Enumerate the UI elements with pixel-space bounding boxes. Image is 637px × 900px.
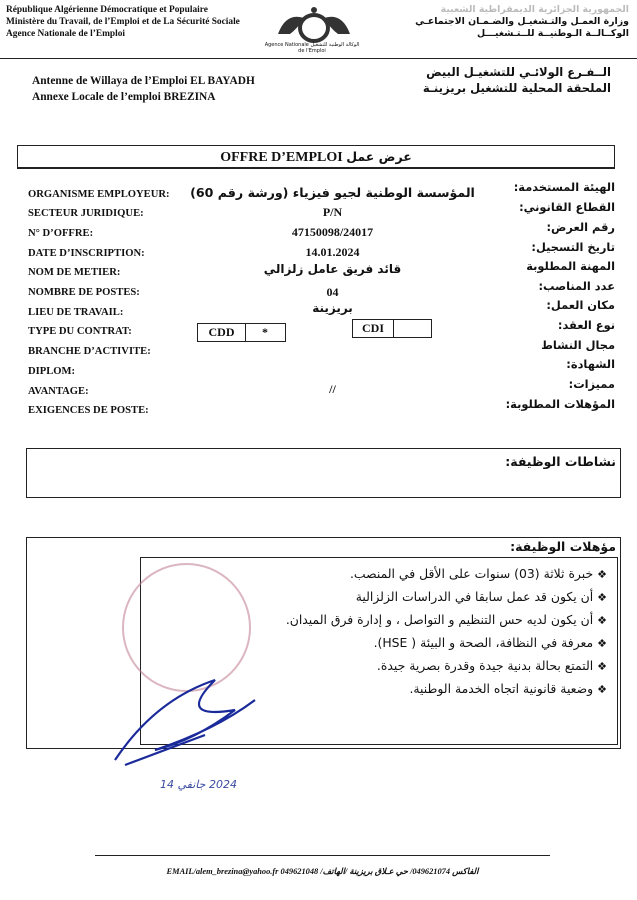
office-right-line: الــفـرع الولائـي للتشغيـل البيض (426, 65, 611, 79)
cdd-label-box: CDD (197, 323, 246, 342)
activities-box (26, 448, 621, 498)
value-metier: قائد فريق عامل زلزالي (263, 262, 402, 276)
qualifications-heading: مؤهلات الوظيفة: (510, 539, 616, 554)
label-avantage: AVANTAGE: (28, 386, 89, 397)
header-left-line: République Algérienne Démocratique et Populaire (6, 5, 208, 15)
signature-date: 2024 جانفي 14 (160, 778, 237, 791)
label-organisme: ORGANISME EMPLOYEUR: (28, 189, 170, 200)
value-offre: 47150098/24017 (291, 225, 374, 239)
header-right-line: الجمهورية الجزائرية الديمقراطية الشعبية (440, 4, 629, 15)
office-right-line: الملحقة المحلية للتشغيل بريزينـة (422, 81, 611, 95)
header-divider (0, 58, 637, 59)
qualification-item (350, 565, 607, 584)
label-date: DATE D’INSCRIPTION: (28, 248, 145, 259)
title-ar: عرض عمل (346, 149, 412, 164)
qualification-text: وضعية قانونية اتجاه الخدمة الوطنية. (409, 681, 594, 696)
header-left-line: Agence Nationale de l’Emploi (6, 29, 126, 39)
label-offre-ar: رقم العرض: (546, 220, 615, 234)
value-secteur: P/N (322, 205, 343, 219)
label-lieu: LIEU DE TRAVAIL: (28, 307, 124, 318)
qualification-item (286, 611, 607, 630)
label-diplom: DIPLOM: (28, 366, 76, 377)
footer-divider (95, 855, 550, 856)
label-diplom-ar: الشهادة: (566, 357, 615, 371)
value-lieu: بريزينة (312, 301, 353, 315)
label-metier-ar: المهنة المطلوبة (526, 259, 615, 273)
label-contrat: TYPE DU CONTRAT: (28, 326, 132, 337)
qualification-text: خبرة ثلاثة (03) سنوات على الأقل في المنصب. (349, 566, 594, 581)
qualification-item (374, 634, 607, 653)
bullet-diamond-icon: ❖ (597, 614, 607, 627)
cdi-check-box (393, 319, 432, 338)
qualification-item (377, 657, 607, 676)
qualification-text: التمتع بحالة بدنية جيدة وقدرة بصرية جيدة. (376, 658, 594, 673)
value-organisme: المؤسسة الوطنية لجيو فيزياء (ورشة رقم 60) (190, 185, 475, 200)
label-secteur-ar: القطاع القانوني: (519, 200, 615, 214)
qualification-text: معرفة في النظافة، الصحة و البيئة ( HSE). (373, 635, 594, 650)
label-metier: NOM DE METIER: (28, 267, 121, 278)
label-branche-ar: مجال النشاط (541, 338, 615, 352)
header-right-line: وزارة العمـل والتـشغيـل والضـمـان الاجتماعـي (415, 16, 629, 27)
footer-contact: EMAIL/alem_brezina@yahoo.fr 049621048 /الفاكس 049621074/ حي عـلاق بريزينة /الهاتف (166, 867, 479, 876)
label-postes: NOMBRE DE POSTES: (28, 287, 140, 298)
cdd-check-box: * (245, 323, 286, 342)
signature-icon (95, 640, 295, 780)
value-date: 14.01.2024 (305, 245, 360, 259)
cdi-label-box: CDI (352, 319, 394, 338)
value-avantage: // (329, 382, 336, 396)
title-fr: OFFRE D’EMPLOI (220, 150, 343, 165)
office-left-block (32, 73, 255, 105)
value-postes: 04 (326, 285, 339, 299)
qualification-item (409, 680, 607, 699)
bullet-diamond-icon: ❖ (597, 683, 607, 696)
bullet-diamond-icon: ❖ (597, 568, 607, 581)
office-left-line: Antenne de Willaya de l’Emploi EL BAYADH (32, 75, 255, 87)
bullet-diamond-icon: ❖ (597, 637, 607, 650)
label-offre: N° D’OFFRE: (28, 228, 94, 239)
label-date-ar: تاريخ التسجيل: (531, 240, 615, 254)
office-left-line: Annexe Locale de l’emploi BREZINA (32, 91, 216, 103)
title-box (17, 145, 615, 169)
label-exigences: EXIGENCES DE POSTE: (28, 405, 149, 416)
label-exigences-ar: المؤهلات المطلوبة: (505, 397, 615, 411)
bullet-diamond-icon: ❖ (597, 591, 607, 604)
office-right-block (423, 64, 611, 96)
header-left-block (6, 4, 276, 40)
label-secteur: SECTEUR JURIDIQUE: (28, 208, 144, 219)
activities-heading: نشاطات الوظيفة: (505, 454, 616, 469)
label-avantage-ar: مميزات: (568, 377, 615, 391)
qualification-text: أن يكون لديه حس التنظيم و التواصل ، و إدارة فرق الميدان. (285, 612, 594, 627)
label-organisme-ar: الهيئة المستخدمة: (513, 180, 615, 194)
bullet-diamond-icon: ❖ (597, 660, 607, 673)
header-left-line: Ministère du Travail, de l’Emploi et de La Sécurité Sociale (6, 17, 240, 27)
page-title (18, 146, 614, 168)
qualification-item (356, 588, 607, 607)
label-branche: BRANCHE D’ACTIVITE: (28, 346, 151, 357)
logo-caption: الوكالة الوطنية للتشغيل Agence Nationale de l'Emploi (264, 42, 360, 54)
label-contrat-ar: نوع العقد: (557, 318, 615, 332)
label-lieu-ar: مكان العمل: (546, 298, 615, 312)
header-right-block (379, 4, 629, 40)
label-postes-ar: عدد المناصب: (538, 279, 615, 293)
header-right-line: الوكــالــة الـوطنيــة للــتـشغيـــل (477, 28, 629, 39)
qualification-text: أن يكون قد عمل سابقا في الدراسات الزلزالية (355, 589, 594, 604)
